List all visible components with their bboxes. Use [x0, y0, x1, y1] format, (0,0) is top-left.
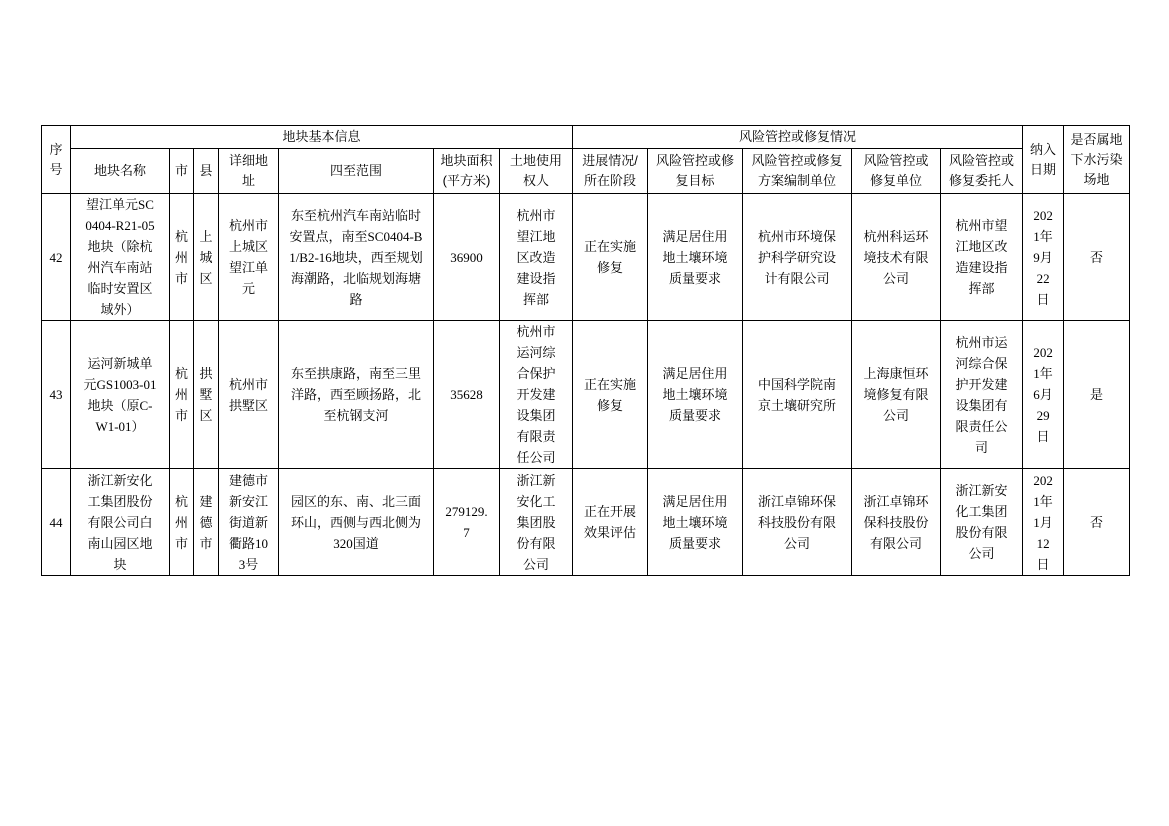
header-groundwater: 是否属地下水污染场地 — [1064, 126, 1130, 194]
header-target: 风险管控或修复目标 — [648, 149, 743, 194]
groundwater-cell: 是 — [1064, 321, 1130, 469]
table-row — [42, 469, 1130, 576]
row-index-cell: 43 — [42, 321, 71, 469]
groundwater-cell: 否 — [1064, 469, 1130, 576]
header-progress: 进展情况/所在阶段 — [573, 149, 648, 194]
planner-cell: 浙江卓锦环保科技股份有限公司 — [743, 469, 852, 576]
table-row — [42, 194, 1130, 321]
header-county: 县 — [194, 149, 219, 194]
parcel-name-cell: 浙江新安化工集团股份有限公司白南山园区地块 — [71, 469, 170, 576]
date-cell: 2021年1月12日 — [1023, 469, 1064, 576]
area-cell: 35628 — [434, 321, 500, 469]
header-owner: 土地使用权人 — [500, 149, 573, 194]
groundwater-cell: 否 — [1064, 194, 1130, 321]
header-city: 市 — [170, 149, 194, 194]
county-cell: 拱墅区 — [194, 321, 219, 469]
header-boundary: 四至范围 — [279, 149, 434, 194]
client-cell: 杭州市望江地区改造建设指挥部 — [941, 194, 1023, 321]
contractor-cell: 浙江卓锦环保科技股份有限公司 — [852, 469, 941, 576]
header-address: 详细地址 — [219, 149, 279, 194]
header-area: 地块面积(平方米) — [434, 149, 500, 194]
header-risk-control: 风险管控或修复情况 — [573, 126, 1023, 149]
boundary-cell: 东至杭州汽车南站临时安置点，南至SC0404-B1/B2-16地块，西至规划海潮路，北临规划海塘路 — [279, 194, 434, 321]
header-parcel-name: 地块名称 — [71, 149, 170, 194]
client-cell: 浙江新安化工集团股份有限公司 — [941, 469, 1023, 576]
planner-cell: 杭州市环境保护科学研究设计有限公司 — [743, 194, 852, 321]
area-cell: 279129.7 — [434, 469, 500, 576]
progress-cell: 正在开展效果评估 — [573, 469, 648, 576]
target-cell: 满足居住用地土壤环境质量要求 — [648, 321, 743, 469]
header-row-groups — [42, 126, 1130, 149]
target-cell: 满足居住用地土壤环境质量要求 — [648, 194, 743, 321]
county-cell: 建德市 — [194, 469, 219, 576]
header-contractor: 风险管控或修复单位 — [852, 149, 941, 194]
date-cell: 2021年9月22日 — [1023, 194, 1064, 321]
boundary-cell: 园区的东、南、北三面环山，西侧与西北侧为320国道 — [279, 469, 434, 576]
header-basic-info: 地块基本信息 — [71, 126, 573, 149]
boundary-cell: 东至拱康路，南至三里洋路，西至顾扬路，北至杭钢支河 — [279, 321, 434, 469]
header-planner: 风险管控或修复方案编制单位 — [743, 149, 852, 194]
owner-cell: 杭州市望江地区改造建设指挥部 — [500, 194, 573, 321]
contractor-cell: 上海康恒环境修复有限公司 — [852, 321, 941, 469]
target-cell: 满足居住用地土壤环境质量要求 — [648, 469, 743, 576]
header-row-columns — [42, 149, 1130, 194]
city-cell: 杭州市 — [170, 469, 194, 576]
client-cell: 杭州市运河综合保护开发建设集团有限责任公司 — [941, 321, 1023, 469]
address-cell: 杭州市上城区望江单元 — [219, 194, 279, 321]
progress-cell: 正在实施修复 — [573, 321, 648, 469]
row-index-cell: 44 — [42, 469, 71, 576]
parcel-name-cell: 运河新城单元GS1003-01地块（原C-W1-01） — [71, 321, 170, 469]
remediation-sites-table — [41, 125, 1130, 576]
date-cell: 2021年6月29日 — [1023, 321, 1064, 469]
contractor-cell: 杭州科运环境技术有限公司 — [852, 194, 941, 321]
header-index: 序号 — [42, 126, 71, 194]
owner-cell: 杭州市运河综合保护开发建设集团有限责任公司 — [500, 321, 573, 469]
header-client: 风险管控或修复委托人 — [941, 149, 1023, 194]
parcel-name-cell: 望江单元SC0404-R21-05地块（除杭州汽车南站临时安置区域外） — [71, 194, 170, 321]
progress-cell: 正在实施修复 — [573, 194, 648, 321]
table-row — [42, 321, 1130, 469]
header-included-date: 纳入日期 — [1023, 126, 1064, 194]
owner-cell: 浙江新安化工集团股份有限公司 — [500, 469, 573, 576]
city-cell: 杭州市 — [170, 194, 194, 321]
address-cell: 建德市新安江街道新衢路103号 — [219, 469, 279, 576]
row-index-cell: 42 — [42, 194, 71, 321]
county-cell: 上城区 — [194, 194, 219, 321]
address-cell: 杭州市拱墅区 — [219, 321, 279, 469]
area-cell: 36900 — [434, 194, 500, 321]
planner-cell: 中国科学院南京土壤研究所 — [743, 321, 852, 469]
city-cell: 杭州市 — [170, 321, 194, 469]
